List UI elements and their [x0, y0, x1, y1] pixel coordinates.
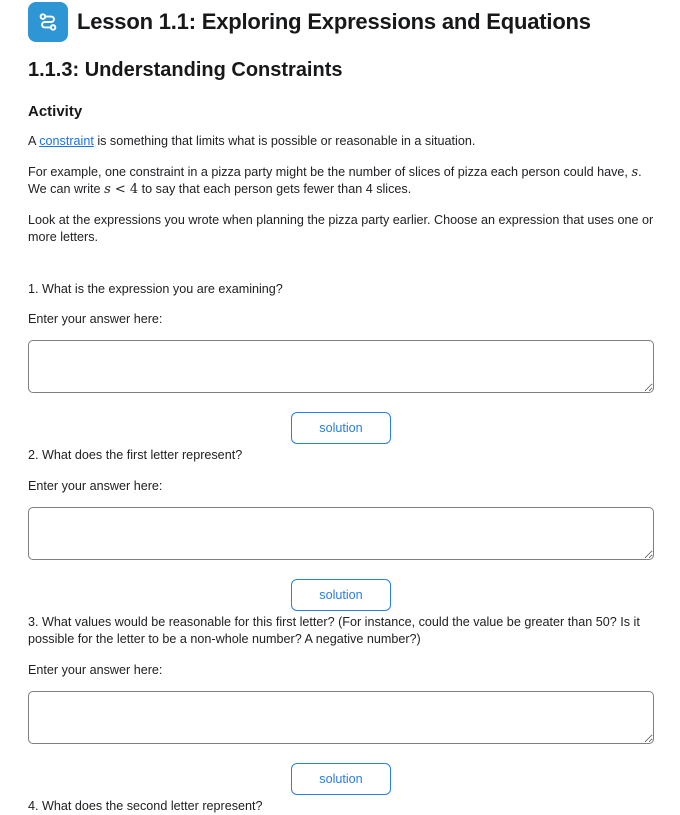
answer-textarea-3[interactable]: [28, 691, 654, 744]
example-text-2: . We can write: [28, 165, 642, 197]
example-text-3: to say that each person gets fewer than 4 slices.: [138, 182, 411, 196]
question-4-label: 4. What does the second letter represent?: [28, 798, 654, 815]
answer-textarea-2[interactable]: [28, 507, 654, 560]
question-2: [28, 447, 654, 611]
question-3-prompt: Enter your answer here:: [28, 663, 654, 677]
question-2-prompt: Enter your answer here:: [28, 479, 654, 493]
example-paragraph: [28, 164, 654, 199]
constraint-link[interactable]: constraint: [39, 134, 94, 148]
intro-before-link: A: [28, 134, 39, 148]
math-variable-s: s: [104, 182, 111, 197]
lesson-header: [28, 2, 654, 42]
question-2-label: 2. What does the first letter represent?: [28, 447, 654, 465]
solution-button-2[interactable]: solution: [291, 579, 391, 611]
solution-button-3[interactable]: solution: [291, 763, 391, 795]
question-1-prompt: Enter your answer here:: [28, 312, 654, 326]
solution-button-1[interactable]: solution: [291, 412, 391, 444]
question-3: [28, 614, 654, 795]
section-title: 1.1.3: Understanding Constraints: [28, 59, 654, 82]
intro-paragraph: [28, 133, 654, 151]
questions-list: [28, 281, 654, 815]
route-icon: [28, 2, 68, 42]
instruction-paragraph: Look at the expressions you wrote when planning the pizza party earlier. Choose an expression that uses one or more letters.: [28, 212, 654, 247]
lesson-title: Lesson 1.1: Exploring Expressions and Equations: [77, 9, 591, 35]
math-inequality: < 4: [111, 182, 138, 197]
question-1-label: 1. What is the expression you are examining?: [28, 281, 654, 299]
question-3-label: 3. What values would be reasonable for this first letter? (For instance, could the value be greater than 50? Is it possible for the letter to be a non-whole number? A negative number?): [28, 614, 654, 649]
example-text-1: For example, one constraint in a pizza party might be the number of slices of pizza each person could have,: [28, 165, 631, 179]
math-variable-s: s: [631, 165, 638, 180]
intro-after-link: is something that limits what is possible or reasonable in a situation.: [94, 134, 476, 148]
activity-heading: Activity: [28, 103, 654, 120]
answer-textarea-1[interactable]: [28, 340, 654, 393]
question-4: [28, 798, 654, 815]
question-1: [28, 281, 654, 445]
